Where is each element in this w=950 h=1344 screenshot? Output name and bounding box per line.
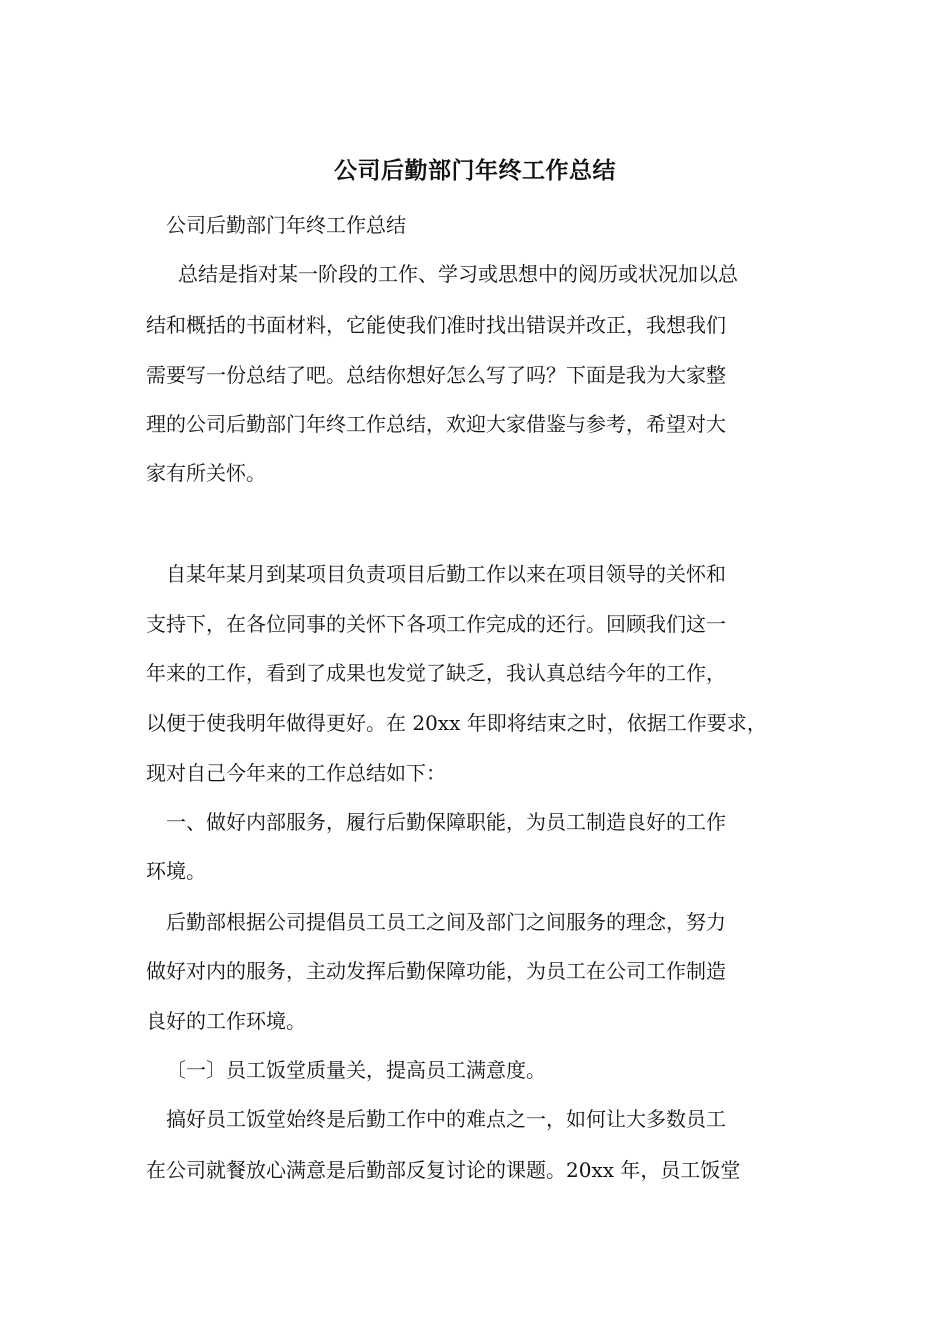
paragraph-line: 总结是指对某一阶段的工作、学习或思想中的阅历或状况加以总 xyxy=(178,262,738,286)
paragraph-line: 在公司就餐放心满意是后勤部反复讨论的课题。20xx 年，员工饭堂 xyxy=(146,1158,741,1182)
paragraph-line: 自某年某月到某项目负责项目后勤工作以来在项目领导的关怀和 xyxy=(166,562,726,586)
section-heading-line: 一、做好内部服务，履行后勤保障职能，为员工制造良好的工作 xyxy=(166,810,726,834)
paragraph-line: 现对自己今年来的工作总结如下： xyxy=(146,761,446,785)
subsection-heading-line: 〔一〕员工饭堂质量关，提高员工满意度。 xyxy=(166,1058,546,1082)
paragraph-line: 年来的工作，看到了成果也发觉了缺乏，我认真总结今年的工作， xyxy=(146,661,726,685)
paragraph-line: 以便于使我明年做得更好。在 20xx 年即将结束之时，依据工作要求， xyxy=(146,711,767,735)
paragraph-line: 良好的工作环境。 xyxy=(146,1009,306,1033)
section-heading-line: 环境。 xyxy=(146,859,206,883)
paragraph-line: 家有所关怀。 xyxy=(146,461,266,485)
paragraph-line: 搞好员工饭堂始终是后勤工作中的难点之一，如何让大多数员工 xyxy=(166,1107,726,1131)
paragraph-line: 理的公司后勤部门年终工作总结，欢迎大家借鉴与参考，希望对大 xyxy=(146,412,726,436)
document-title: 公司后勤部门年终工作总结 xyxy=(334,157,616,184)
paragraph-line: 做好对内的服务，主动发挥后勤保障功能，为员工在公司工作制造 xyxy=(146,959,726,983)
subtitle-line: 公司后勤部门年终工作总结 xyxy=(166,213,406,237)
paragraph-line: 需要写一份总结了吧。总结你想好怎么写了吗？下面是我为大家整 xyxy=(146,363,726,387)
paragraph-line: 支持下，在各位同事的关怀下各项工作完成的还行。回顾我们这一 xyxy=(146,612,726,636)
paragraph-line: 结和概括的书面材料，它能使我们准时找出错误并改正，我想我们 xyxy=(146,313,726,337)
paragraph-line: 后勤部根据公司提倡员工员工之间及部门之间服务的理念，努力 xyxy=(166,910,726,934)
